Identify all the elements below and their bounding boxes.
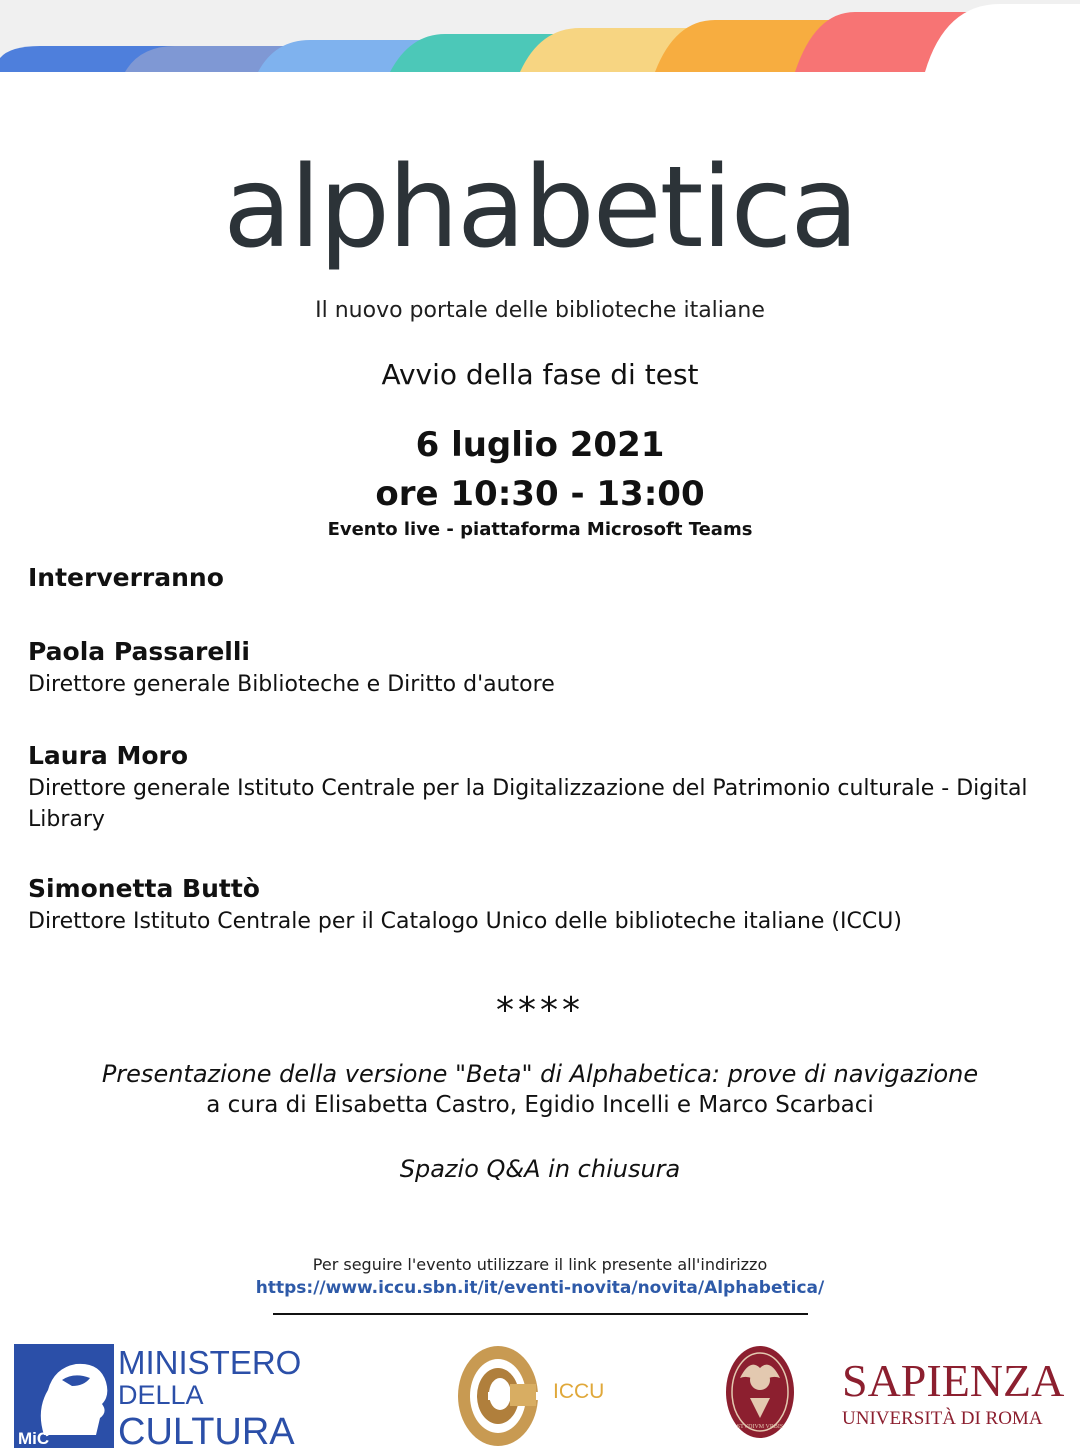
presentation-title: Presentazione della versione "Beta" di Alphabetica: prove di navigazione [101,1060,979,1088]
footer-divider [273,1313,808,1315]
footer-note: Per seguire l'evento utilizzare il link presente all'indirizzo [312,1255,768,1274]
speaker-name: Paola Passarelli [28,637,250,666]
iccu-logo [450,1338,640,1453]
seal-motto: STVDIVM VRBIS [736,1424,784,1430]
sapienza-seal-icon [726,1346,794,1438]
speaker-item [28,872,1068,937]
speaker-role: Direttore Istituto Centrale per il Catalogo Unico delle biblioteche italiane (ICCU) [28,909,902,934]
mic-line-2: DELLA [118,1380,204,1410]
iccu-label: ICCU [553,1380,605,1403]
speaker-item [28,635,1068,700]
section-separator: **** [496,990,584,1031]
brand-subtitle: Il nuovo portale delle biblioteche italiane [315,298,765,323]
iccu-spiral-icon [458,1346,540,1446]
speaker-role: Direttore generale Istituto Centrale per la Digitalizzazione del Patrimonio culturale - Digital Library [28,776,1028,832]
speaker-role: Direttore generale Biblioteche e Diritto d'autore [28,672,555,697]
sapienza-logo [720,1338,1070,1448]
speaker-name: Laura Moro [28,741,189,770]
sapienza-name: SAPIENZA [842,1355,1065,1406]
mic-line-3: CULTURA [118,1411,295,1450]
event-date: 6 luglio 2021 [415,425,665,465]
brand-title: alphabetica [223,143,857,273]
event-link[interactable]: https://www.iccu.sbn.it/it/eventi-novita/novita/Alphabetica/ [255,1278,825,1298]
qa-note: Spazio Q&A in chiusura [399,1155,681,1183]
header-color-band [0,0,1080,80]
speaker-item [28,739,1068,835]
speakers-heading: Interverranno [28,563,224,592]
mic-logo [14,1340,334,1450]
speaker-name: Simonetta Buttò [28,874,260,903]
event-platform: Evento live - piattaforma Microsoft Teams [327,519,753,540]
event-time: ore 10:30 - 13:00 [375,474,705,514]
mic-badge-text: MiC [18,1429,50,1448]
presentation-credits: a cura di Elisabetta Castro, Egidio Incelli e Marco Scarbaci [206,1092,874,1118]
sapienza-subname: UNIVERSITÀ DI ROMA [842,1408,1043,1429]
event-phase: Avvio della fase di test [381,358,699,391]
mic-line-1: MINISTERO [118,1344,302,1381]
